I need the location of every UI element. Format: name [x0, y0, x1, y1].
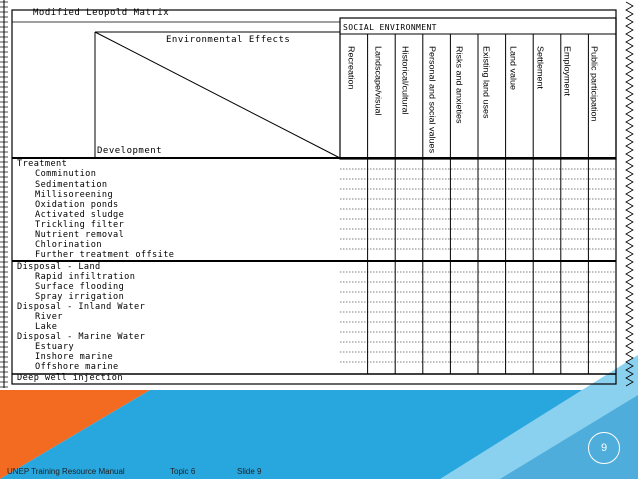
footer-manual: UNEP Training Resource Manual — [7, 467, 125, 476]
column-header-label: Recreation — [346, 46, 356, 90]
column-header-label: Settlement — [535, 46, 545, 90]
column-header — [504, 44, 530, 152]
column-header — [585, 44, 611, 152]
column-header — [423, 44, 449, 152]
column-header — [369, 44, 395, 152]
section-header: SOCIAL ENVIRONMENT — [343, 23, 437, 32]
column-header-label: Personal and social values — [427, 46, 437, 154]
row-label: Rapid infiltration — [35, 272, 136, 282]
footer-topic: Topic 6 — [170, 467, 196, 476]
row-label: Sedimentation — [35, 180, 108, 190]
slide-number: 9 — [600, 442, 608, 454]
column-header — [450, 44, 476, 152]
column-header-label: Existing land uses — [481, 46, 491, 119]
matrix-title: Modified Leopold Matrix — [33, 8, 170, 18]
column-header — [558, 44, 584, 152]
row-label: Nutrient removal — [35, 230, 125, 240]
slide-number-badge — [588, 432, 620, 464]
row-label: Surface flooding — [35, 282, 125, 292]
column-header — [396, 44, 422, 152]
footer-slide: Slide 9 — [237, 467, 262, 476]
row-label: Comminution — [35, 169, 97, 179]
row-label: River — [35, 312, 63, 322]
row-label: Estuary — [35, 342, 75, 352]
row-label: Chlorination — [35, 240, 102, 250]
column-header-label: Risks and anxieties — [454, 46, 464, 124]
row-label: Inshore marine — [35, 352, 114, 362]
column-header — [477, 44, 503, 152]
effects-label: Environmental Effects — [166, 35, 291, 45]
row-label: Activated sludge — [35, 210, 125, 220]
row-label: Trickling filter — [35, 220, 125, 230]
column-header — [531, 44, 557, 152]
group-title: Disposal - Land — [17, 262, 101, 272]
group-title: Deep well injection — [17, 373, 123, 383]
column-header — [342, 44, 368, 152]
column-header-label: Landscape/visual — [373, 46, 383, 116]
row-label: Oxidation ponds — [35, 200, 119, 210]
row-label: Further treatment offsite — [35, 250, 175, 260]
group-title: Disposal - Marine Water — [17, 332, 146, 342]
group-title: Disposal - Inland Water — [17, 302, 146, 312]
row-label: Lake — [35, 322, 58, 332]
row-label: Spray irrigation — [35, 292, 125, 302]
column-header-label: Employment — [562, 46, 572, 97]
development-label: Development — [97, 146, 163, 156]
column-header-label: Public participation — [589, 46, 599, 122]
group-title: Treatment — [17, 159, 68, 169]
row-label: Millisoreening — [35, 190, 114, 200]
column-header-label: Historical/cultural — [400, 46, 410, 115]
row-label: Offshore marine — [35, 362, 119, 372]
column-header-label: Land value — [508, 46, 518, 91]
